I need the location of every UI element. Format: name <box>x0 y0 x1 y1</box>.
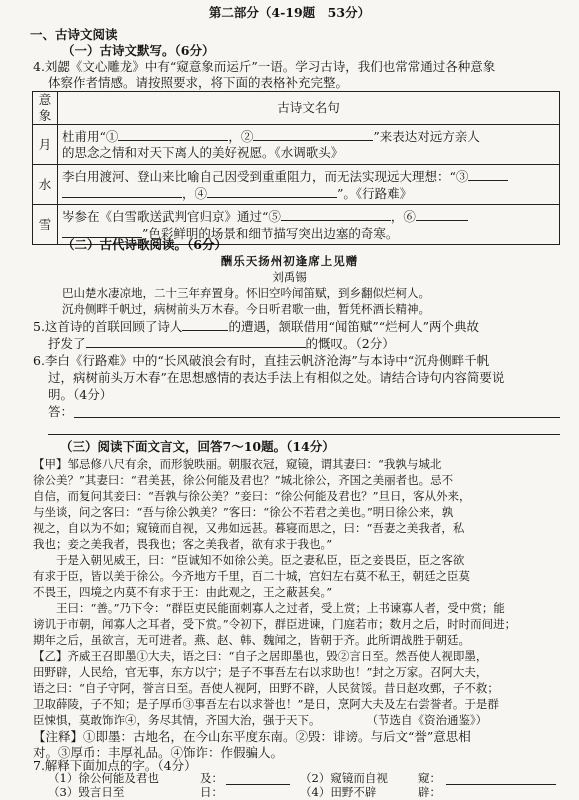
q7-item-1-label: 及： <box>200 771 223 785</box>
text-line: 谤讥于市朝，闻寡人之耳者，受下赏。”令初下，群臣进谏，门庭若市；数月之后，时时而间进； <box>33 617 517 631</box>
imagery-table <box>32 91 560 245</box>
poem-title: 酬乐天扬州初逢席上见赠 <box>220 254 359 268</box>
answer-line-2[interactable] <box>48 434 560 435</box>
q6-answer-label: 答： <box>48 404 74 419</box>
answer-line-1[interactable] <box>74 417 560 418</box>
q7-blank-2[interactable] <box>446 784 556 785</box>
moon-text-line2: 的思念之情和对天下离人的美好祝愿。《水调歌头》 <box>62 145 344 160</box>
subsection1-heading: （一）古诗文默写。（6分） <box>62 43 215 58</box>
table-row-moon-key: 月 <box>33 125 58 165</box>
snow-text-a: 岑参在《白雪歌送武判官归京》通过“⑤ <box>62 208 281 224</box>
poem-line1: 巴山楚水凄凉地，二十三年弃置身。怀旧空吟闻笛赋，到乡翻似烂柯人。 <box>62 286 430 300</box>
q5-text-a: 5.这首诗的首联回顾了诗人 <box>33 319 183 334</box>
q5-line1 <box>33 318 479 335</box>
blank-2[interactable] <box>253 128 373 141</box>
table-header-imagery: 意象 <box>33 92 58 125</box>
q5-blank-1[interactable] <box>182 318 228 331</box>
q6-line1: 6.李白《行路难》中的“长风破浪会有时，直挂云帆济沧海”与本诗中“沉舟侧畔千帆 <box>33 353 490 368</box>
table-row-snow-key: 雪 <box>33 205 58 245</box>
water-text-c: ”。《行路难》 <box>337 185 413 201</box>
text-line: 田野辟，人民给，官无事，东方以宁；是子不事吾左右以求助也！”封之万家。召阿大夫， <box>33 665 488 679</box>
text-line: 【甲】邹忌修八尺有余，而形貌昳丽。朝服衣冠，窥镜，谓其妻曰：“我孰与城北 <box>33 457 442 471</box>
snow-text-b: ，⑥ <box>390 208 416 224</box>
poem-author: 刘禹锡 <box>272 270 307 284</box>
text-line: 视之，自以为不如；窥镜而自视，又弗如远甚。暮寝而思之，曰：“吾妻之美我者，私 <box>33 521 465 535</box>
blank-4[interactable] <box>207 185 337 198</box>
table-header-lines: 古诗文名句 <box>58 92 560 125</box>
text-line: 与坐谈，问之客曰：“吾与徐公孰美？”客曰：“徐公不若君之美也。”明日徐公来，孰 <box>33 505 454 519</box>
q4-line2: 体察作者情感。请按照要求，将下面的表格补充完整。 <box>48 75 349 90</box>
notes-line1: 【注释】①即墨：古地名，在今山东平度东南。②毁：诽谤。与后文“誉”意思相 <box>33 729 471 744</box>
q7-item-2-label: 窥： <box>418 771 441 785</box>
text-line: 卫取薛陵，子不知；是子厚币③事吾左右以求誉也！”是日，烹阿大夫及左右尝誉者。于是群 <box>33 697 499 711</box>
text-line: 于是入朝见威王，曰：“臣诚知不如徐公美。臣之妻私臣，臣之妾畏臣，臣之客欲 <box>33 553 465 567</box>
q7-item-3-label: 日： <box>200 785 223 799</box>
moon-text-a: 杜甫用“① <box>62 129 119 144</box>
q7-item-2: （2）窥镜而自视 <box>300 771 388 785</box>
q7-item-4-label: 辟： <box>418 785 441 799</box>
q5-line2 <box>48 335 395 352</box>
table-row-water-key: 水 <box>33 165 58 205</box>
q7-item-1: （1）徐公何能及君也 <box>48 771 159 785</box>
water-text-a: 李白用渡河、登山来比喻自己因受到重重阻力，而无法实现远大理想：“③ <box>62 168 469 184</box>
text-line: 语之曰：“自子守阿，誉言日至。吾使人视阿，田野不辟，人民贫馁。昔日赵攻鄄，子不救； <box>33 681 499 695</box>
moon-text-b: ，② <box>228 129 254 144</box>
table-row-water <box>58 165 560 205</box>
q6-line3: 明。（4分） <box>48 387 113 402</box>
q7-item-3: （3）毁言日至 <box>48 785 125 799</box>
blank-1[interactable] <box>118 128 228 141</box>
page-title: 第二部分（4-19题 53分） <box>208 5 371 20</box>
blank-3b[interactable] <box>62 185 182 198</box>
subsection2-heading: （二）古代诗歌阅读。（6分） <box>62 237 227 252</box>
water-text-b: ，④ <box>182 185 208 201</box>
text-line: 徐公美？”其妻曰：“君美甚，徐公何能及君也？”城北徐公，齐国之美丽者也。忌不 <box>33 473 454 487</box>
section1-heading: 一、古诗文阅读 <box>30 27 118 42</box>
q5-blank-2[interactable] <box>86 335 306 348</box>
q5-text-b: 的遭遇，颔联借用“闻笛赋”“烂柯人”两个典故 <box>228 319 479 334</box>
text-line: 不畏王，四境之内莫不有求于王：由此观之，王之蔽甚矣。” <box>33 585 333 599</box>
notes-line2: 对。③厚币：丰厚礼品。④饰诈：作假骗人。 <box>33 745 284 760</box>
blank-3a[interactable] <box>468 168 508 181</box>
q5-text-d: 的慨叹。（2分） <box>305 336 395 351</box>
q4-line1: 4.刘勰《文心雕龙》中有“窥意象而运斤”一语。学习古诗，我们也常常通过各种意象 <box>33 59 496 74</box>
q7-blank-1[interactable] <box>226 784 290 785</box>
subsection3-heading: （三）阅读下面文言文，回答7～10题。（14分） <box>60 439 335 454</box>
text-line: 有求于臣，皆以美于徐公。今齐地方千里，百二十城，宫妇左右莫不私王，朝廷之臣莫 <box>33 569 470 583</box>
blank-5[interactable] <box>281 208 391 221</box>
poem-line2: 沉舟侧畔千帆过，病树前头万木春。今日听君歌一曲，暂凭杯酒长精神。 <box>62 302 430 316</box>
q7-prompt: 7.解释下面加点的字。（4分） <box>33 758 197 773</box>
text-line: 期年之后，虽欲言，无可进者。燕、赵、韩、魏闻之，皆朝于齐。此所谓战胜于朝廷。 <box>33 633 470 647</box>
text-line: 王曰：“善。”乃下令：“群臣吏民能面刺寡人之过者，受上赏；上书谏寡人者，受中赏；能 <box>33 601 505 615</box>
q7-item-4: （4）田野不辟 <box>300 785 377 799</box>
q6-line2: 过，病树前头万木春”在思想感情的表达手法上有相似之处。请结合诗句内容简要说 <box>48 370 505 385</box>
q5-text-c: 抒发了 <box>48 336 86 351</box>
moon-text-c: ”来表达对远方亲人 <box>373 129 480 144</box>
text-line: 自信，而复问其妾曰：“吾孰与徐公美？”妾曰：“徐公何能及君也？”旦日，客从外来， <box>33 489 471 503</box>
blank-6a[interactable] <box>416 208 468 221</box>
snow-text-c: ”色彩鲜明的场景和细节描写突出边塞的奇寒。 <box>142 225 399 241</box>
table-row-moon <box>58 125 560 165</box>
text-line: 【乙】齐威王召即墨①大夫，语之曰：“自子之居即墨也，毁②言日至。然吾使人视即墨， <box>33 649 488 663</box>
text-line: 臣悚惧，莫敢饰诈④，务尽其情，齐国大治，强于天下。 （节选自《资治通鉴》） <box>33 713 488 727</box>
text-line: 我也；妾之美我者，畏我也；客之美我者，欲有求于我也。” <box>33 537 333 551</box>
